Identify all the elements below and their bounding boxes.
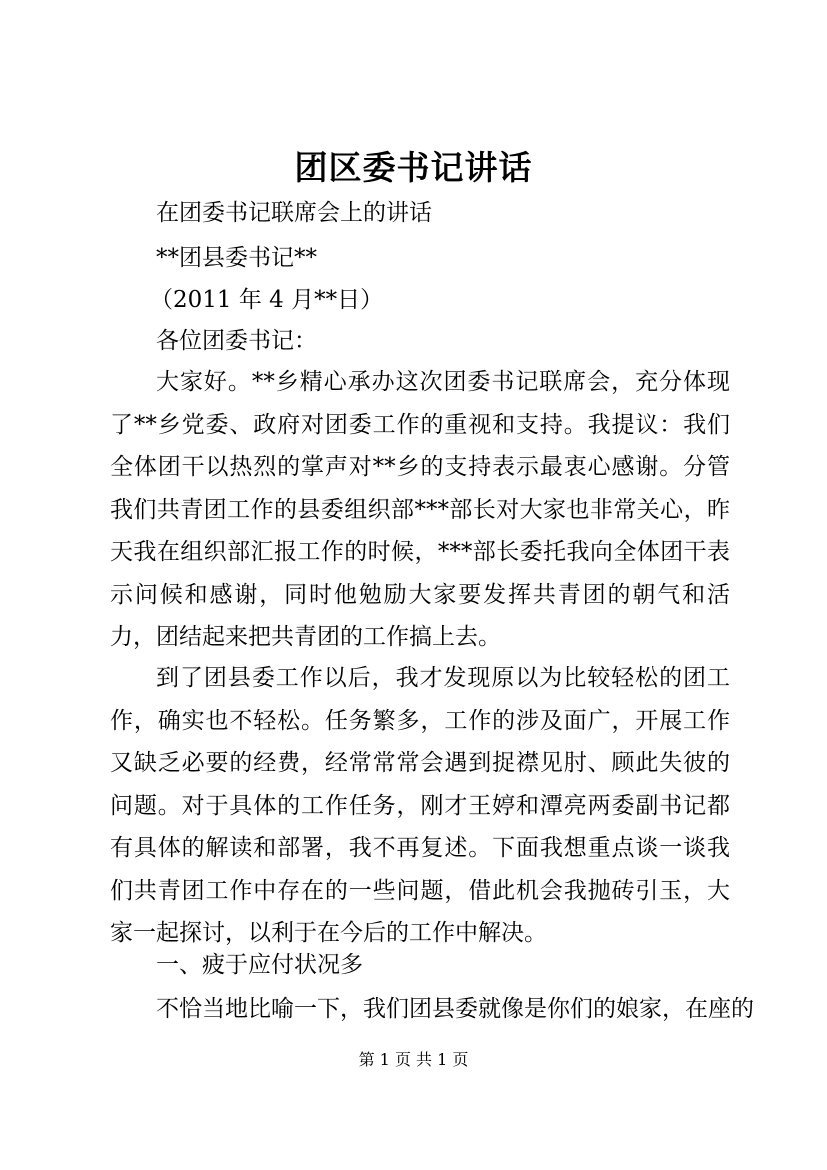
body-paragraph-1: 大家好。**乡精心承办这次团委书记联席会，充分体现了**乡党委、政府对团委工作的重视和支持。我提议：我们全体团干以热烈的掌声对**乡的支持表示最衷心感谢。分管我们共青团工作的县委组织部***部长对大家也非常关心，昨天我在组织部汇报工作的时候，***部长委托我向全体团干表示问候和感谢，同时他勉励大家要发挥共青团的朝气和活力，团结起来把共青团的工作搞上去。 — [110, 369, 730, 650]
body-paragraph-2: 到了团县委工作以后，我才发现原以为比较轻松的团工作，确实也不轻松。任务繁多，工作的涉及面广，开展工作又缺乏必要的经费，经常常常会遇到捉襟见肘、顾此失彼的问题。对于具体的工作任务，刚才王婷和潭亮两委副书记都有具体的解读和部署，我不再复述。下面我想重点谈一谈我们共青团工作中存在的一些问题，借此机会我抛砖引玉，大家一起探讨，以利于在今后的工作中解决。 — [110, 665, 730, 946]
page-footer: 第 1 页 共 1 页 — [358, 1050, 469, 1069]
speech-subtitle: 在团委书记联席会上的讲话 — [156, 200, 432, 226]
section-heading: 一、疲于应付状况多 — [156, 952, 363, 978]
document-title: 团区委书记讲话 — [294, 148, 533, 187]
date-line: （2011 年 4 月**日） — [150, 287, 384, 313]
salutation: 各位团委书记： — [156, 328, 317, 354]
body-paragraph-3: 不恰当地比喻一下，我们团县委就像是你们的娘家，在座的 — [156, 996, 754, 1022]
speaker-line: **团县委书记** — [156, 245, 317, 271]
